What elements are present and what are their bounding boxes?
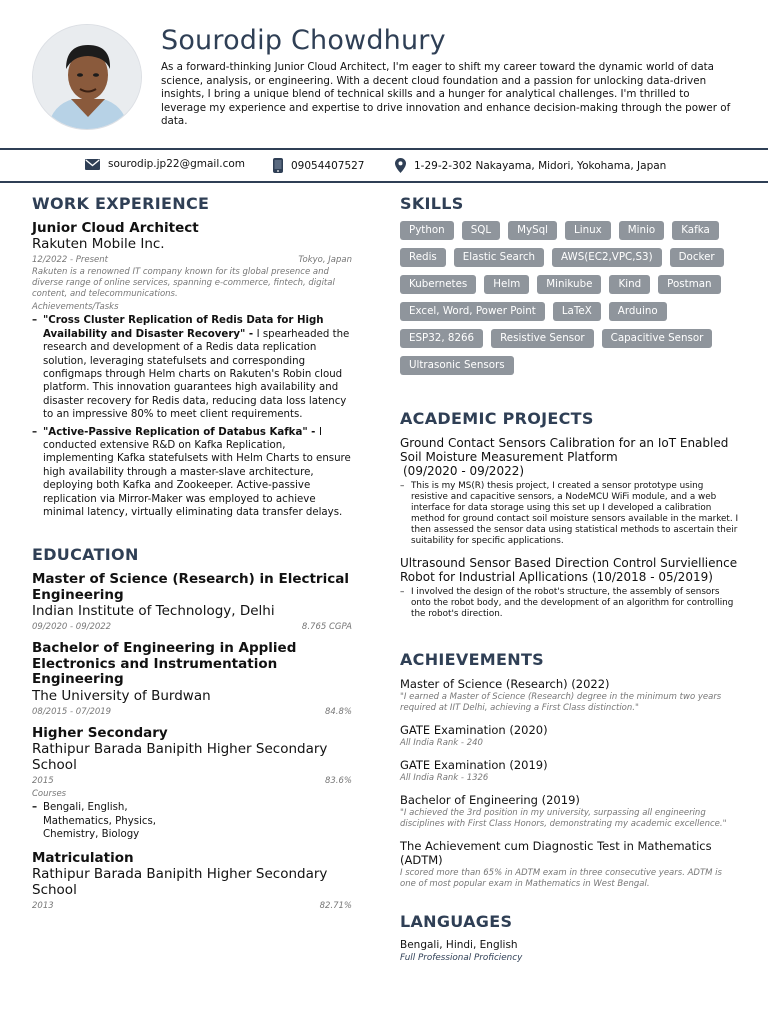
achievement-desc: "I achieved the 3rd position in my university, surpassing all engineering disciplines with First Class Honors, demonstrating my academic excellence." <box>400 808 727 829</box>
achievement-title: Master of Science (Research) (2022) <box>400 677 610 691</box>
email-icon <box>85 159 100 170</box>
achievement-title: Bachelor of Engineering (2019) <box>400 793 580 807</box>
work-experience-heading: WORK EXPERIENCE <box>32 194 210 213</box>
task-text: I spearheaded the research and development of a Redis data replication solution, leveraging statefulsets and corresponding configmaps through Helm charts on Rakuten's Robin cloud platform. This innovation guarantees high availability and disaster recovery for Redis data, reducing data loss latency to an impressive 80% to meet client requirements. <box>43 328 350 421</box>
skill-tag: Docker <box>670 248 724 267</box>
project-dates: (09/2020 - 09/2022) <box>403 464 525 478</box>
education-dates: 09/2020 - 09/2022 <box>32 622 112 633</box>
academic-projects-heading: ACADEMIC PROJECTS <box>400 409 594 428</box>
achievement-entry <box>400 793 740 830</box>
left-column <box>32 194 352 920</box>
education-entry <box>32 851 352 912</box>
achievement-entry <box>400 723 740 749</box>
achievement-desc: "I earned a Master of Science (Research) degree in the minimum two years required at IIT Delhi, achieving a First Class distinction." <box>400 692 722 713</box>
education-entry <box>32 641 352 717</box>
profile-photo <box>32 24 142 130</box>
language-proficiency: Full Professional Proficiency <box>400 953 523 963</box>
education-entry <box>32 572 352 632</box>
courses-list <box>32 801 352 841</box>
languages-heading: LANGUAGES <box>400 912 513 931</box>
courses-item: – Bengali, English, Mathematics, Physics, Chemistry, Biology <box>32 801 167 841</box>
skill-tag: LaTeX <box>553 302 601 321</box>
education-entry <box>32 726 352 842</box>
skill-tag: SQL <box>462 221 500 240</box>
education-heading: EDUCATION <box>32 545 139 565</box>
project-title-text: Ground Contact Sensors Calibration for an IoT Enabled Soil Moisture Measurement Platform <box>400 436 729 464</box>
phone-text: 09054407527 <box>291 159 365 172</box>
skill-tag: Minio <box>619 221 664 240</box>
achievement-entry <box>400 839 740 890</box>
skill-tag: Kubernetes <box>400 275 476 294</box>
achievements-heading: ACHIEVEMENTS <box>400 650 544 669</box>
contact-bar <box>0 148 768 183</box>
skill-tag: Kind <box>609 275 650 294</box>
education-meta <box>32 901 352 911</box>
skill-tag: Postman <box>658 275 720 294</box>
project-entry <box>400 436 740 547</box>
achievement-entry <box>400 677 740 714</box>
school-name: Rathipur Barada Banipith Higher Secondary School <box>32 866 328 899</box>
task-heading: "Cross Cluster Replication of Redis Data for High Availability and Disaster Recovery" - <box>43 315 324 340</box>
education-score: 83.6% <box>324 776 352 787</box>
project-description-list <box>400 587 740 620</box>
skill-tag: Excel, Word, Power Point <box>400 302 545 321</box>
skill-tag: Minikube <box>537 275 601 294</box>
job-title: Junior Cloud Architect <box>32 220 199 236</box>
education-meta <box>32 707 352 717</box>
achievement-title: GATE Examination (2019) <box>400 758 548 772</box>
project-description: – This is my MS(R) thesis project, I created a sensor prototype using resistive and capacitive sensors, a NodeMCU WiFi module, and a web interface for data storage using this set up I developed a calibration method for ground contact soil moisture sensors available in the market. I then assessed the sensor data using statistical methods to ascertain their suitability for specific applications. <box>400 481 740 547</box>
education-score: 82.71% <box>319 901 352 912</box>
achievement-desc: All India Rank - 1326 <box>400 773 489 783</box>
contact-phone[interactable] <box>273 158 365 173</box>
email-text: sourodip.jp22@gmail.com <box>108 158 246 170</box>
project-title-text: Ultrasound Sensor Based Direction Control Surviellience Robot for Industrial Apllications <box>400 556 738 584</box>
education-meta <box>32 622 352 632</box>
skill-tag: Kafka <box>672 221 719 240</box>
education-score: 8.765 CGPA <box>301 622 352 633</box>
project-title <box>400 436 740 478</box>
skill-tag: Redis <box>400 248 446 267</box>
skill-tag: Helm <box>484 275 529 294</box>
skill-tag: Linux <box>565 221 611 240</box>
achievement-title: GATE Examination (2020) <box>400 723 548 737</box>
profile-summary: As a forward-thinking Junior Cloud Architect, I'm eager to shift my career toward the dynamic world of data science, analysis, or engineering. With a decent cloud foundation and a passion for unlocking data-driven insights, I bring a unique blend of technical skills and a hunger for analytical challenges. I'm thrilled to leverage my experience and expertise to drive innovation and enhance decision-making through the power of data. <box>161 61 731 127</box>
degree-title: Matriculation <box>32 849 134 866</box>
company-name: Rakuten Mobile Inc. <box>32 236 165 252</box>
education-score: 84.8% <box>324 706 352 717</box>
skills-heading: SKILLS <box>400 194 464 213</box>
degree-title: Higher Secondary <box>32 724 168 741</box>
contact-address <box>395 158 666 173</box>
skill-tag: MySql <box>508 221 557 240</box>
education-meta <box>32 776 352 786</box>
achievement-entry <box>400 758 740 784</box>
project-dates: (10/2018 - 05/2019) <box>591 570 713 584</box>
project-description-list <box>400 481 740 547</box>
school-name: The University of Burdwan <box>32 687 211 704</box>
contact-email[interactable] <box>85 158 245 170</box>
task-heading: "Active-Passive Replication of Databus Kafka" - <box>43 426 319 438</box>
achievement-title: The Achievement cum Diagnostic Test in Mathematics (ADTM) <box>400 839 712 867</box>
task-list <box>32 314 352 519</box>
achievement-desc: I scored more than 65% in ADTM exam in three consecutive years. ADTM is one of most popular exam in Mathematics in West Bengal. <box>400 868 722 889</box>
skills-list <box>400 221 740 375</box>
school-name: Rathipur Barada Banipith Higher Secondary School <box>32 741 328 774</box>
skill-tag: Ultrasonic Sensors <box>400 356 514 375</box>
school-name: Indian Institute of Technology, Delhi <box>32 603 275 620</box>
skill-tag: Arduino <box>609 302 667 321</box>
achievement-desc: All India Rank - 240 <box>400 738 483 748</box>
skill-tag: Elastic Search <box>454 248 544 267</box>
skill-tag: ESP32, 8266 <box>400 329 483 348</box>
courses-label: Courses <box>32 789 67 800</box>
job-location: Tokyo, Japan <box>298 255 352 265</box>
degree-title: Master of Science (Research) in Electrical Engineering <box>32 571 349 603</box>
task-item <box>32 314 352 421</box>
right-column <box>400 194 740 963</box>
education-dates: 08/2015 - 07/2019 <box>32 706 112 717</box>
job-dates: 12/2022 - Present <box>32 255 109 265</box>
skill-tag: Capacitive Sensor <box>602 329 713 348</box>
skill-tag: Resistive Sensor <box>491 329 594 348</box>
education-dates: 2015 <box>32 776 54 787</box>
location-pin-icon <box>395 158 406 173</box>
skill-tag: Python <box>400 221 454 240</box>
task-text: I conducted extensive R&D on Kafka Replication, implementing Kafka statefulsets with Helm Charts to ensure high availability through a master-slave architecture, deploying both Kafka and Zookeeper. Active-passive replication via Mirror-Maker was employed to achieve minimal latency, virtually eliminating data transfer delays. <box>43 426 351 519</box>
project-description: – I involved the design of the robot's structure, the assembly of sensors onto the robot body, and the development of an algorithm for controlling the robot's direction. <box>400 587 740 620</box>
address-text: 1-29-2-302 Nakayama, Midori, Yokohama, Japan <box>414 159 667 172</box>
work-entry <box>32 221 352 519</box>
skill-tag: AWS(EC2,VPC,S3) <box>552 248 662 267</box>
degree-title: Bachelor of Engineering in Applied Electronics and Instrumentation Engineering <box>32 640 297 688</box>
task-item <box>32 426 352 520</box>
tasks-label: Achievements/Tasks <box>32 302 119 313</box>
project-entry <box>400 556 740 620</box>
job-meta <box>32 255 352 265</box>
phone-icon <box>273 158 283 173</box>
project-title <box>400 556 740 584</box>
education-dates: 2013 <box>32 901 54 912</box>
languages-list: Bengali, Hindi, English <box>400 939 518 951</box>
candidate-name: Sourodip Chowdhury <box>161 25 446 56</box>
company-description: Rakuten is a renowned IT company known for its global presence and diverse range of online services, spanning e-commerce, fintech, digital content, and telecommunications. <box>32 267 335 299</box>
